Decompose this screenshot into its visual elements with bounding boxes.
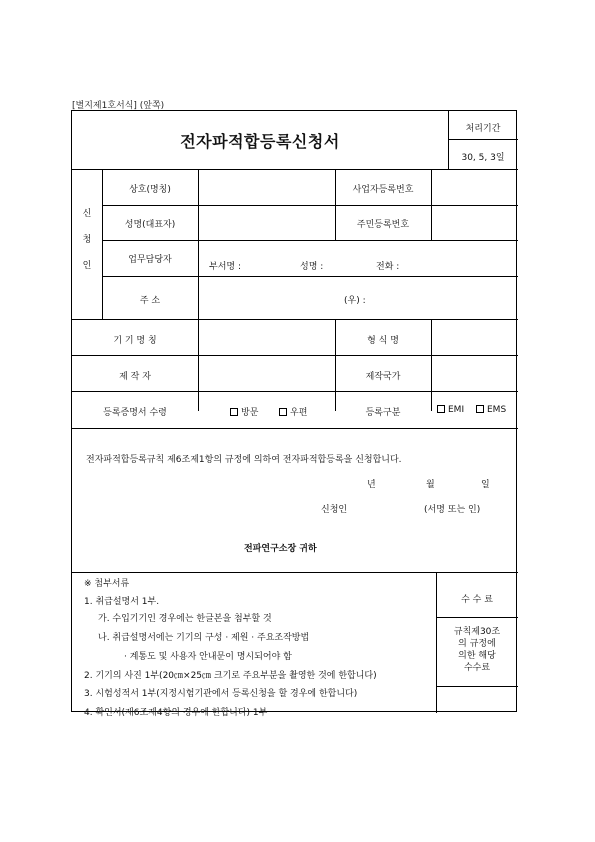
signature-label: (서명 또는 인)	[424, 505, 481, 515]
divider	[436, 686, 518, 687]
divider	[102, 205, 518, 206]
year-label: 년	[367, 480, 376, 490]
certificate-receipt-label: 등록증명서 수령	[103, 408, 167, 418]
month-label: 월	[426, 480, 435, 490]
visit-checkbox[interactable]	[230, 408, 238, 416]
day-label: 일	[481, 480, 490, 490]
divider	[448, 139, 518, 140]
divider	[431, 319, 432, 411]
applicant-sign-label: 신청인	[321, 505, 348, 515]
attachment-item: 2. 기기의 사진 1부(20㎝×25㎝ 크기로 주요부분을 촬영한 것에 한합니다)	[84, 671, 377, 681]
attachment-item: 가. 수입기기인 경우에는 한글본을 첨부할 것	[98, 614, 272, 624]
divider	[72, 428, 518, 429]
divider	[198, 169, 199, 411]
phone-label: 전화 :	[376, 262, 400, 272]
attachment-item: 1. 취급설명서 1부.	[84, 597, 160, 607]
class-option-ems[interactable]: EMS	[476, 405, 506, 415]
processing-period-label: 처리기간	[465, 124, 501, 134]
country-label: 제작국가	[365, 372, 401, 382]
form-number: [별지제1호서식] (앞쪽)	[72, 101, 165, 111]
company-name-label: 상호(명칭)	[129, 185, 171, 195]
emi-checkbox[interactable]	[437, 405, 445, 413]
attachment-item: 3. 시험성적서 1부(지정시험기관에서 등록신청을 할 경우에 한합니다)	[84, 689, 358, 699]
divider	[72, 169, 518, 170]
device-name-label: 기 기 명 칭	[113, 336, 157, 346]
attachments-heading: ※ 첨부서류	[84, 579, 130, 589]
divider	[102, 276, 518, 277]
divider	[72, 319, 518, 320]
receipt-option-visit[interactable]: 방문	[230, 405, 258, 418]
divider	[102, 240, 518, 241]
divider	[72, 391, 518, 392]
model-name-label: 형 식 명	[367, 336, 399, 346]
attachment-item: 나. 취급설명서에는 기기의 구성 · 제원 · 주요조작방법	[98, 633, 310, 643]
application-form	[71, 110, 517, 718]
representative-name-label: 성명(대표자)	[124, 220, 176, 230]
fee-note: 규칙제30조 의 규정에 의한 해당 수수료	[453, 627, 501, 673]
business-reg-number-label: 사업자등록번호	[352, 185, 414, 195]
mail-checkbox[interactable]	[279, 408, 287, 416]
resident-reg-number-label: 주민등록번호	[356, 220, 410, 230]
registration-class-label: 등록구분	[365, 408, 401, 418]
address-label: 주 소	[139, 296, 161, 306]
receipt-option-mail[interactable]: 우편	[279, 405, 307, 418]
form-title: 전자파적합등록신청서	[180, 132, 340, 151]
department-label: 부서명 :	[209, 262, 241, 272]
manager-name-label: 성명 :	[300, 262, 324, 272]
applicant-section-label: 신 청 인	[82, 209, 92, 271]
divider	[436, 617, 518, 618]
class-option-emi[interactable]: EMI	[437, 405, 464, 415]
divider	[72, 572, 518, 573]
processing-period-value: 30, 5, 3일	[461, 153, 505, 163]
manager-label: 업무담당자	[128, 255, 172, 265]
attachment-item: 4. 확인서(제6조제4항의 경우에 한합니다) 1부	[84, 708, 268, 718]
addressee: 전파연구소장 귀하	[244, 544, 317, 554]
manufacturer-label: 제 작 자	[119, 372, 151, 382]
ems-checkbox[interactable]	[476, 405, 484, 413]
divider	[431, 169, 432, 240]
attachment-item: · 계통도 및 사용자 안내문이 명시되어야 함	[124, 652, 292, 662]
divider	[72, 355, 518, 356]
declaration-text: 전자파적합등록규칙 제6조제1항의 규정에 의하여 전자파적합등록을 신청합니다.	[86, 455, 402, 465]
fee-label: 수 수 료	[461, 595, 493, 605]
postal-code-label: (우) :	[344, 296, 366, 306]
